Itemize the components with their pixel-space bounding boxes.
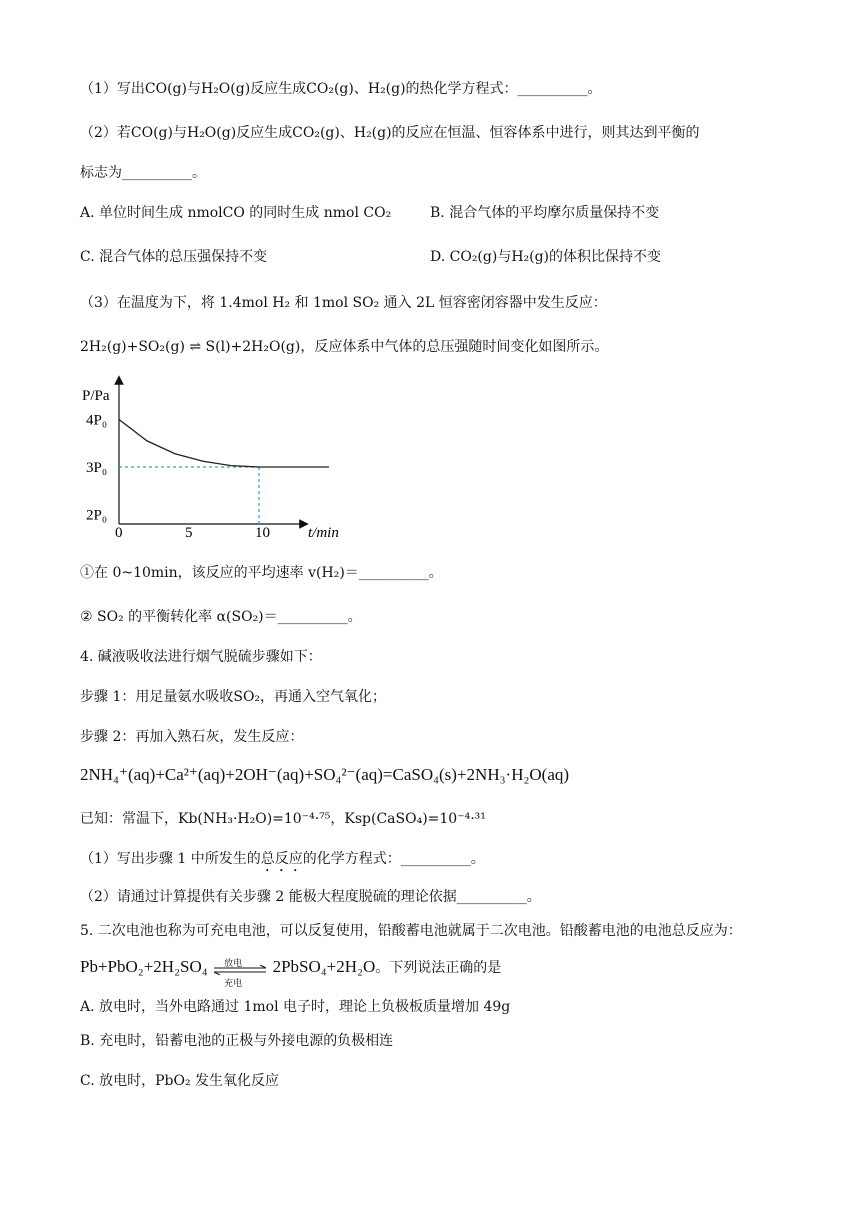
q5-option-c: C. 放电时，PbO₂ 发生氧化反应 <box>80 1073 280 1089</box>
y-tick-label: 4P₀ <box>86 412 108 429</box>
q5-option-a: A. 放电时，当外电路通过 1mol 电子时，理论上负极板质量增加 49g <box>80 999 511 1015</box>
q3-sub1-text: ①在 0~10min，该反应的平均速率 v(H₂)＝__________。 <box>80 565 443 581</box>
q3-part3-line2 <box>80 336 790 358</box>
y-tick-label: 3P₀ <box>86 460 108 476</box>
q5-option-b: B. 充电时，铅蓄电池的正极与外接电源的负极相连 <box>80 1033 394 1049</box>
pressure-curve <box>119 420 329 468</box>
x-tick-label: 5 <box>185 525 193 541</box>
q3-part2-text-a: （2）若CO(g)与H₂O(g)反应生成CO₂(g)、H₂(g)的反应在恒温、恒容体系中进行，则其达到平衡的 <box>80 125 700 141</box>
q4-step1: 步骤 1：用足量氨水吸收SO₂，再通入空气氧化； <box>80 689 387 705</box>
y-tick-label: 2P₀ <box>86 507 108 524</box>
q5-eq-top: 放电 <box>224 959 243 969</box>
q4-sub1 <box>80 848 790 875</box>
q4-sub2: （2）请通过计算提供有关步骤 2 能极大程度脱硫的理论依据__________。 <box>80 889 541 905</box>
x-axis-label: t/min <box>308 525 339 541</box>
x-tick-label: 0 <box>115 525 123 541</box>
q3-part3-text-b: 2H₂(g)+SO₂(g) ⇌ S(l)+2H₂O(g)，反应体系中气体的总压强随时间变化如图所示。 <box>80 339 609 355</box>
q5-eq-arrow <box>212 957 268 989</box>
q5-eq-post: 。下列说法正确的是 <box>375 960 502 976</box>
q3-sub2-text: ② SO₂ 的平衡转化率 α(SO₂)＝__________。 <box>80 609 362 625</box>
q3-part3-text-a: （3）在温度为下，将 1.4mol H₂ 和 1mol SO₂ 通入 2L 恒容密闭容器中发生反应： <box>80 295 607 311</box>
q3-option-d: D. CO₂(g)与H₂(g)的体积比保持不变 <box>430 249 662 265</box>
q5-eq-right: 2PbSO₄+2H₂O <box>272 957 376 976</box>
q3-part2-text-b: 标志为__________。 <box>80 165 206 181</box>
q4-sub1-pre: （1）写出步骤 1 中所发生的 <box>80 851 261 867</box>
q4-step2: 步骤 2：再加入熟石灰，发生反应： <box>80 729 304 745</box>
q3-part2-line2 <box>80 162 790 184</box>
q5-equation <box>80 956 790 989</box>
q4-known: 已知：常温下，Kb(NH₃·H₂O)=10⁻⁴·⁷⁵，Ksp(CaSO₄)=10⁻⁴·³¹ <box>80 811 486 827</box>
q3-option-b: B. 混合气体的平均摩尔质量保持不变 <box>430 205 660 221</box>
q3-part2-line1 <box>80 122 790 144</box>
q3-option-a: A. 单位时间生成 nmolCO 的同时生成 nmol CO₂ <box>80 205 392 221</box>
q3-sub1 <box>80 562 790 584</box>
q5-eq-left: Pb+PbO₂+2H₂SO₄ <box>80 957 208 976</box>
x-tick-label: 10 <box>255 525 270 541</box>
q3-part1 <box>80 78 790 100</box>
q3-sub2 <box>80 606 790 628</box>
q4-title: 4. 碱液吸收法进行烟气脱硫步骤如下： <box>80 649 322 665</box>
q4-equation: 2NH₄⁺(aq)+Ca²⁺(aq)+2OH⁻(aq)+SO₄²⁻(aq)=CaSO₄(s)+2NH₃·H₂O(aq) <box>80 765 570 784</box>
q4-sub1-emphasis: 总反应 <box>260 851 303 867</box>
q3-part1-text: （1）写出CO(g)与H₂O(g)反应生成CO₂(g)、H₂(g)的热化学方程式：__________。 <box>80 81 602 97</box>
q4-sub1-post: 的化学方程式：__________。 <box>302 851 485 867</box>
q5-eq-bottom: 充电 <box>224 979 243 989</box>
q3-option-c: C. 混合气体的总压强保持不变 <box>80 249 268 265</box>
q5-intro: 5. 二次电池也称为可充电电池，可以反复使用，铅酸蓄电池就属于二次电池。铅酸蓄电池的电池总反应为： <box>80 923 742 939</box>
q3-part3-line1 <box>80 292 790 314</box>
y-axis-label: P/Pa <box>82 388 110 404</box>
pressure-time-chart <box>78 374 368 544</box>
